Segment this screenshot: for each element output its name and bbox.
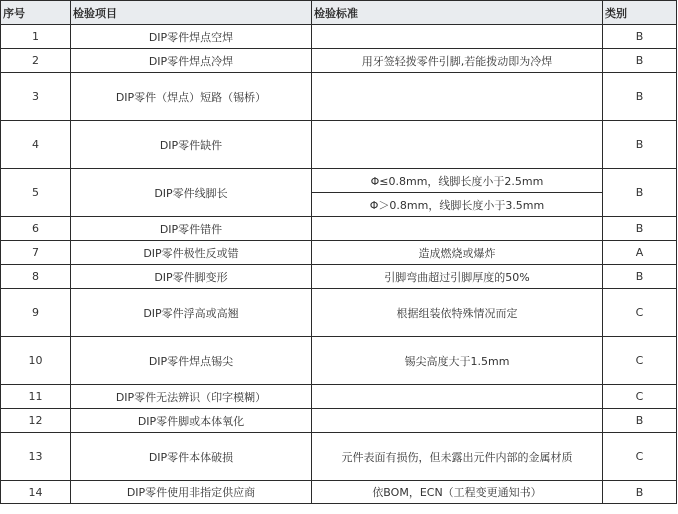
row-no: 4 xyxy=(1,121,71,169)
table-row xyxy=(1,385,677,409)
row-standard: 引脚弯曲超过引脚厚度的50% xyxy=(312,265,603,289)
header-item: 检验项目 xyxy=(71,1,312,25)
row-no: 7 xyxy=(1,241,71,265)
table-row xyxy=(1,241,677,265)
row-no: 12 xyxy=(1,409,71,433)
row-category: B xyxy=(603,409,677,433)
row-standard: Φ＞0.8mm，线脚长度小于3.5mm xyxy=(312,193,603,217)
row-no: 8 xyxy=(1,265,71,289)
table-header-row xyxy=(1,1,677,25)
row-category: B xyxy=(603,481,677,504)
row-item: DIP零件线脚长 xyxy=(71,169,312,217)
row-item: DIP零件使用非指定供应商 xyxy=(71,481,312,504)
row-category: C xyxy=(603,289,677,337)
row-no: 13 xyxy=(1,433,71,481)
row-no: 3 xyxy=(1,73,71,121)
row-item: DIP零件脚变形 xyxy=(71,265,312,289)
row-category: B xyxy=(603,265,677,289)
row-standard: 造成燃烧或爆炸 xyxy=(312,241,603,265)
table-row xyxy=(1,265,677,289)
row-category: B xyxy=(603,73,677,121)
row-standard: 元件表面有损伤，但未露出元件内部的金属材质 xyxy=(312,433,603,481)
table-row xyxy=(1,169,677,193)
row-standard xyxy=(312,25,603,49)
row-category: B xyxy=(603,169,677,217)
row-category: A xyxy=(603,241,677,265)
table-row xyxy=(1,49,677,73)
row-standard xyxy=(312,409,603,433)
table-row xyxy=(1,433,677,481)
row-no: 6 xyxy=(1,217,71,241)
row-category: C xyxy=(603,385,677,409)
row-item: DIP零件焊点锡尖 xyxy=(71,337,312,385)
row-no: 9 xyxy=(1,289,71,337)
row-category: C xyxy=(603,337,677,385)
row-item: DIP零件（焊点）短路（锡桥） xyxy=(71,73,312,121)
row-category: C xyxy=(603,433,677,481)
row-no: 14 xyxy=(1,481,71,504)
table-row xyxy=(1,481,677,504)
header-no: 序号 xyxy=(1,1,71,25)
row-standard xyxy=(312,121,603,169)
table-row xyxy=(1,121,677,169)
header-category: 类别 xyxy=(603,1,677,25)
table-row xyxy=(1,289,677,337)
row-item: DIP零件缺件 xyxy=(71,121,312,169)
row-no: 2 xyxy=(1,49,71,73)
row-item: DIP零件错件 xyxy=(71,217,312,241)
row-standard: 根据组装依特殊情况而定 xyxy=(312,289,603,337)
table-row xyxy=(1,337,677,385)
row-category: B xyxy=(603,25,677,49)
row-no: 10 xyxy=(1,337,71,385)
row-no: 11 xyxy=(1,385,71,409)
row-item: DIP零件焊点冷焊 xyxy=(71,49,312,73)
row-no: 1 xyxy=(1,25,71,49)
row-category: B xyxy=(603,49,677,73)
table-row xyxy=(1,409,677,433)
row-item: DIP零件极性反或错 xyxy=(71,241,312,265)
row-item: DIP零件无法辨识（印字模糊） xyxy=(71,385,312,409)
header-standard: 检验标准 xyxy=(312,1,603,25)
table-row xyxy=(1,217,677,241)
table-row xyxy=(1,25,677,49)
row-standard: 锡尖高度大于1.5mm xyxy=(312,337,603,385)
row-item: DIP零件脚或本体氧化 xyxy=(71,409,312,433)
row-standard: 依BOM，ECN（工程变更通知书） xyxy=(312,481,603,504)
row-category: B xyxy=(603,217,677,241)
row-standard xyxy=(312,217,603,241)
row-standard: 用牙签轻拨零件引脚,若能拨动即为冷焊 xyxy=(312,49,603,73)
row-standard xyxy=(312,385,603,409)
row-category: B xyxy=(603,121,677,169)
row-item: DIP零件本体破损 xyxy=(71,433,312,481)
row-item: DIP零件焊点空焊 xyxy=(71,25,312,49)
row-item: DIP零件浮高或高翘 xyxy=(71,289,312,337)
row-standard xyxy=(312,73,603,121)
row-no: 5 xyxy=(1,169,71,217)
row-standard: Φ≤0.8mm，线脚长度小于2.5mm xyxy=(312,169,603,193)
table-row xyxy=(1,73,677,121)
